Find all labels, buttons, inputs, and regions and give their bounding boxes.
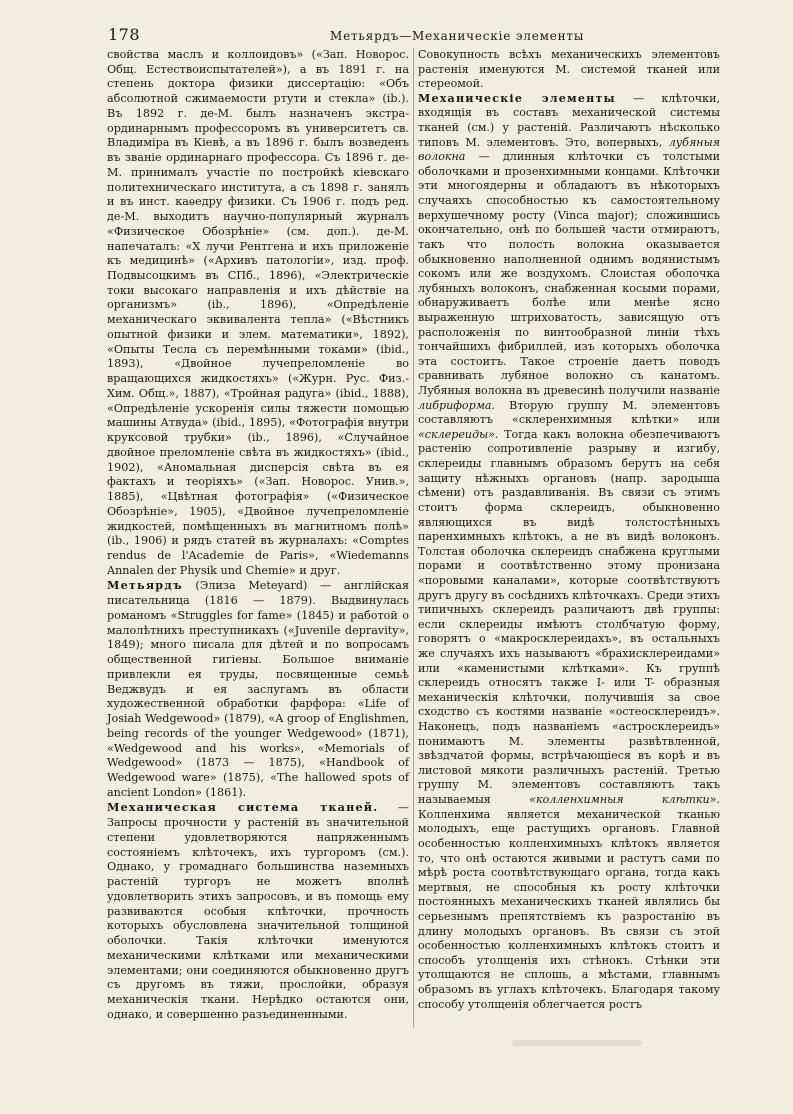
running-head: Метьярдъ—Механическіе элементы xyxy=(330,29,585,43)
article-mechanical-tissue-system xyxy=(107,800,409,1022)
headword-meteyard: Метьярдъ xyxy=(107,578,183,593)
paragraph-text: — длинныя клѣточки съ толстыми оболочками и прозенхимными концами. Клѣточки эти многоядерны и обладаютъ въ нѣкоторыхъ случаяхъ способностью къ самостоятельному верхушечному росту (Vinca major); сложившись окончательно, онѣ по большей части отмираютъ, такъ что полость волокна оказывается обыкновенно наполненной однимъ водянистымъ сокомъ или же воздухомъ. Слоистая оболочка лубяныхъ волоконъ, снабженная косыми порами, обнаруживаетъ болѣе или менѣе ясно выраженную штриховатость, зависящую отъ расположенія по винтообразной линіи тѣхъ тончайшихъ фибриллей, изъ которыхъ оболочка эта состоитъ. Такое строеніе даетъ поводъ сравнивать лубяное волокно съ канатомъ. Лубяныя волокна въ древесинѣ получили названіе xyxy=(418,150,720,398)
column-divider xyxy=(413,48,414,1028)
article-de-metz-continued xyxy=(107,48,409,578)
paragraph-text: свойства маслъ и коллоидовъ» («Зап. Новорос. Общ. Естествоиспытателей»), а въ 1891 г. на степень доктора физики диссертацію: «Объ абсолютной сжимаемости ртути и стекла» (ib.). Въ 1892 г. де-М. былъ назначенъ экстра-ординарнымъ профессоромъ въ университетъ св. Владиміра въ Кіевѣ, а въ 1896 г. былъ возведенъ въ званіе ординарнаго профессора. Съ 1896 г. де-М. принималъ участіе по постройкѣ кіевскаго политехническаго института, а съ 1898 г. занялъ и въ инст. каѳедру физики. Съ 1906 г. подъ ред. де-М. выходитъ научно-популярный журналъ «Физическое Обозрѣніе» (см. доп.). де-М. напечаталъ: «X лучи Рентгена и ихъ приложеніе къ медицинѣ» («Архивъ патологіи», изд. проф. Подвысоцкимъ въ СПб., 1896), «Электрическіе токи высокаго направленія и ихъ дѣйствіе на организмъ» (ib., 1896), «Опредѣленіе механическаго эквивалента тепла» («Вѣстникъ опытной физики и элем. математики», 1892), «Опыты Тесла съ перемѣнными токами» (ibid., 1893), «Двойное лучепреломленіе во вращающихся жидкостяхъ» («Журн. Рус. Физ.-Хим. Общ.», 1887), «Тройная радуга» (ibid., 1888), «Опредѣленіе ускоренія силы тяжести помощью машины Атвуда» (ibid., 1895), «Фотографія внутри круксовой трубки» (ib., 1896), «Случайное двойное преломленіе свѣта въ жидкостяхъ» (ibid., 1902), «Аномальная дисперсія свѣта въ ея фактахъ и теоріяхъ» («Зап. Новорос. Унив.», 1885), «Цвѣтная фотографія» («Физическое Обозрѣніе», 1905), «Двойное лучепреломленіе жидкостей, помѣщенныхъ въ магнитномъ полѣ» (ib., 1906) и рядъ статей въ журналахъ: «Comptes rendus de l'Academie de Paris», «Wiedemanns Annalen der Physik und Chemie» и друг. xyxy=(107,48,409,577)
paragraph-text: —Запросы прочности у растеній въ значительной степени удовлетворяются напряженнымъ состояніемъ клѣточекъ, ихъ тургоромъ (см.). Однако, у громаднаго большинства наземныхъ растеній тургоръ не можетъ вполнѣ удовлетворить этихъ запросовъ, и въ помощь ему развиваются особыя клѣточки, прочность которыхъ обусловлена значительной толщиной оболочки. Такія клѣточки именуются механическими клѣтками или механическими элементами; они соединяются обыкновенно другъ съ другомъ въ тяжи, прослойки, образуя механическія ткани. Нерѣдко остаются они, однако, и совершенно разъединенными. xyxy=(107,801,409,1021)
left-column xyxy=(107,48,409,1022)
article-mechanical-system-continued xyxy=(418,48,720,92)
term-libriform: либриформа xyxy=(418,398,492,412)
right-column xyxy=(418,48,720,1012)
term-collenchyma-cells: «колленхимныя клѣтки» xyxy=(529,793,717,807)
paragraph-text: Совокупность всѣхъ механическихъ элементовъ растенія именуются М. системой тканей или стереомой. xyxy=(418,48,720,91)
article-meteyard xyxy=(107,578,409,800)
term-bast-fibers: лубяныя волокна xyxy=(418,135,720,164)
paragraph-text: . Колленхима является механической тканью молодыхъ, еще растущихъ органовъ. Главной особенностью колленхимныхъ клѣтокъ является то, что онѣ остаются живыми и растутъ сами по мѣрѣ роста соотвѣтствующаго органа, тогда какъ мертвыя, не способныя къ росту клѣточки постоянныхъ механическихъ тканей являлись бы серьезнымъ препятствіемъ къ разростанію въ длину молодыхъ органовъ. Въ связи съ этой особенностью колленхимныхъ клѣтокъ стоитъ и способъ утолщенія ихъ стѣнокъ. Стѣнки эти утолщаются не сплошь, а мѣстами, главнымъ образомъ въ углахъ клѣточекъ. Благодаря такому способу утолщенія облегчается ростъ xyxy=(418,793,720,1011)
paragraph-text: (Элиза Meteyard) — англійская писательница (1816 — 1879). Выдвинулась романомъ «Struggles for fame» (1845) и работой о малолѣтнихъ преступникахъ («Juvenile depravity», 1849); много писала для дѣтей и по вопросамъ общественной гигіены. Большое вниманіе привлекли ея труды, посвященные семьѣ Веджвудъ и ея заслугамъ въ области художественной обработки фарфора: «Life of Josiah Wedgewood» (1879), «A groop of Englishmen, being records of the younger Wedgewood» (1871), «Wedgewood and his works», «Memorials of Wedgewood» (1873 — 1875), «Handbook of Wedgewood ware» (1875), «The hallowed spots of ancient London» (1861). xyxy=(107,579,409,799)
headword-mechanical-elements: Механическіе элементы xyxy=(418,91,616,105)
paragraph-text: . Тогда какъ волокна обезпечиваютъ растенію сопротивленіе разрыву и изгибу, склереиды главнымъ образомъ берутъ на себя защиту нѣжныхъ органовъ (напр. зародыша сѣмени) отъ раздавливанія. Въ связи съ этимъ стоитъ форма склереидъ, обыкновенно являющихся въ видѣ толстостѣнныхъ паренхимныхъ клѣтокъ, а не въ видѣ волоконъ. Толстая оболочка склереидъ снабжена круглыми порами и соотвѣтственно этому пронизана «поровыми каналами», которые соотвѣтствуютъ другъ другу въ сосѣднихъ клѣточкахъ. Среди этихъ типичныхъ склереидъ различаютъ двѣ группы: если склереиды имѣютъ столбчатую форму, говорятъ о «макросклереидахъ», въ остальныхъ же случаяхъ ихъ называютъ «брахисклереидами» или «каменистыми клѣтками». Къ группѣ склереидъ относятъ также I- или T- образныя механическія клѣточки, получившія за свое сходство съ костями названіе «остеосклереидъ». Наконецъ, подъ названіемъ «астросклереидъ» понимаютъ М. элементы развѣтвленной, звѣздчатой формы, встрѣчающіеся въ корѣ и въ листовой мякоти различныхъ растеній. Третью группу М. элементовъ составляютъ такъ называемыя xyxy=(418,427,720,807)
article-mechanical-elements xyxy=(418,92,720,1012)
paragraph-text: — клѣточки, входящія въ составъ механической системы тканей (см.) у растеній. Различаютъ нѣсколько типовъ М. элементовъ. Это, вопервыхъ, xyxy=(418,91,720,149)
paragraph-text: . Вторую группу М. элементовъ составляютъ «склеренхимныя клѣтки» или xyxy=(418,398,720,427)
bleed-through-smudge xyxy=(512,1040,642,1046)
term-sclereids: «склереиды» xyxy=(418,427,495,441)
headword-mechanical-system: Механическая система тканей. xyxy=(107,800,379,815)
page-number: 178 xyxy=(108,25,141,44)
